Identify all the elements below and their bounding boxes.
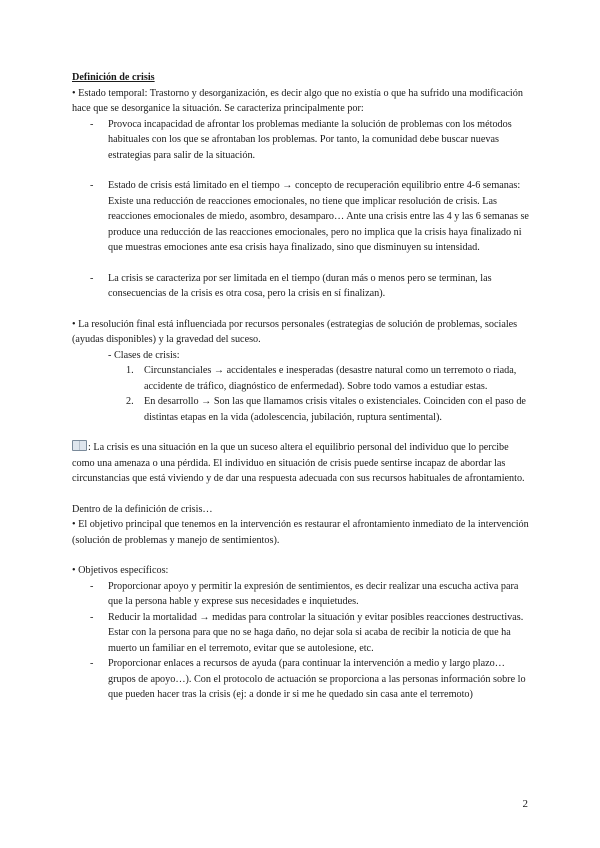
book-icon (72, 440, 87, 451)
list-item: 2. En desarrollo → Son las que llamamos crisis vitales o existenciales. Coinciden con el paso de distintas etapas en la vida (adolescencia, jubilación, ruptura sentimental). (126, 396, 526, 423)
list-item: - Proporcionar enlaces a recursos de ayuda (para continuar la intervención a medio y largo plazo… grupos de apoyo…). Con el protocolo de actuación se proporciona a las personas información sobre lo que pueden hacer tras la crisis (ej: a donde ir si me he quedado sin casa ante el terremoto) (90, 658, 526, 700)
list-item: - Provoca incapacidad de afrontar los problemas mediante la solución de problemas con los métodos habituales con los que se afrontaban los problemas. Por tanto, la comunidad debe buscar nuevas estrategias para salir de la situación. (90, 118, 512, 161)
classes-label: - Clases de crisis: (108, 349, 180, 361)
intro-paragraph: • Estado temporal: Trastorno y desorganización, es decir algo que no existía o que ha sufrido una modificación hace que se desorganice la situación. Se caracteriza principalmente por: (72, 87, 523, 114)
objective-paragraph: • El objetivo principal que tenemos en la intervención es restaurar el afrontamiento inmediato de la intervención (solución de problemas y manejo de sentimientos). (72, 519, 529, 546)
list-item: - Reducir la mortalidad → medidas para controlar la situación y evitar posibles reacciones destructivas. Estar con la persona para que no se haga daño, no dejar sola si acaba de recibir la noticia de que ha muerto un familiar en el terremoto, evitar que se autolesione, etc. (90, 611, 524, 654)
definition-paragraph: : La crisis es una situación en la que un suceso altera el equilibrio personal del individuo que lo percibe como una amenaza o una pérdida. El individuo en situación de crisis puede sentirse incapaz de abordar las circunstancias que está viviendo y de dar una respuesta adecuada con sus recursos habituales de afrontamiento. (72, 442, 525, 484)
page-number: 2 (522, 798, 528, 810)
specific-label: • Objetivos específicos: (72, 565, 169, 576)
within-label: Dentro de la definición de crisis… (72, 503, 213, 515)
characteristics-list (72, 117, 532, 302)
list-item: 1. Circunstanciales → accidentales e inesperadas (desastre natural como un terremoto o riada, accidente de tráfico, diagnóstico de enfermedad). Sobre todo vamos a estudiar estas. (126, 365, 517, 392)
list-item: - La crisis se caracteriza por ser limitada en el tiempo (duran más o menos pero se terminan, las consecuencias de la crisis es otra cosa, pero la crisis en sí finalizan). (90, 272, 492, 299)
resolution-paragraph: • La resolución final está influenciada por recursos personales (estrategias de solución de problemas, sociales (ayudas disponibles) y la gravedad del suceso. (72, 318, 518, 345)
classes-list (72, 363, 532, 425)
document-body (72, 70, 532, 703)
list-item: - Proporcionar apoyo y permitir la expresión de sentimientos, es decir realizar una escucha activa para que la persona hable y exprese sus necesidades e inquietudes. (90, 580, 519, 607)
specific-objectives-list (72, 579, 532, 703)
list-item: - Estado de crisis está limitado en el tiempo → concepto de recuperación equilibrio entre 4-6 semanas: Existe una reducción de reacciones emocionales, no tiene que implicar resolución de crisis. Las reacciones emocionales de miedo, asombro, desamparo… Ante una crisis entre las 4 y las 6 semanas se produce una reducción de las reacciones emocionales, pero no implica que la crisis haya finalizado ni que muestras emociones ante esa crisis haya finalizado, sino que disminuyen su intensidad. (90, 180, 529, 253)
section-title: Definición de crisis (72, 72, 155, 83)
